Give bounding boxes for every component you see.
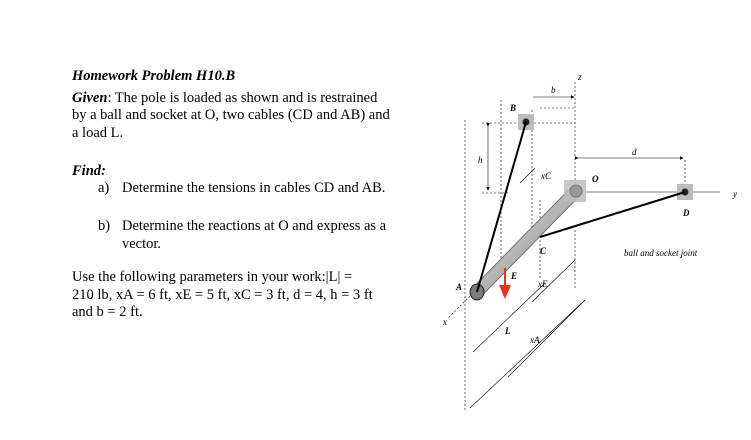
- dimension-xc: [520, 168, 535, 183]
- parameters-line: 210 lb, xA = 6 ft, xE = 5 ft, xC = 3 ft, d = 4, h = 3 ft: [72, 286, 373, 303]
- label-xa: xA: [530, 335, 540, 345]
- label-h: h: [478, 155, 483, 165]
- question-text: Determine the tensions in cables CD and AB.: [122, 180, 386, 196]
- parameters-line: Use the following parameters in your work:|L| =: [72, 269, 353, 285]
- label-b-dim: b: [551, 85, 556, 95]
- label-d-point: D: [683, 208, 690, 218]
- dimension-xa: [508, 300, 585, 377]
- parameters-line: and b = 2 ft.: [72, 304, 143, 320]
- label-d-dim: d: [632, 147, 637, 157]
- find-label: Find:: [72, 163, 106, 179]
- label-xe: xE: [538, 279, 548, 289]
- given-label: Given: [72, 89, 108, 106]
- label-x: x: [443, 317, 447, 327]
- label-o: O: [592, 174, 599, 184]
- problem-title: Homework Problem H10.B: [72, 68, 236, 84]
- ball-joint: [570, 185, 582, 197]
- question-marker: a): [98, 180, 110, 196]
- label-a: A: [456, 282, 463, 292]
- question-text: Determine the reactions at O and express as a vector.: [122, 218, 387, 252]
- dimension-extension: [470, 300, 585, 408]
- joint-caption: ball and socket joint: [624, 248, 698, 258]
- question-marker: b): [98, 218, 111, 234]
- label-z: z: [578, 72, 582, 82]
- given-text: : The pole is loaded as shown and is restrained by a ball and socket at O, two cables (CD and AB) and a load L.: [72, 89, 390, 141]
- label-e: E: [511, 271, 518, 281]
- label-c: C: [540, 246, 547, 256]
- label-b-point: B: [510, 103, 517, 113]
- label-xc: xC: [541, 171, 551, 181]
- label-l: L: [505, 326, 511, 336]
- label-y: y: [733, 189, 737, 199]
